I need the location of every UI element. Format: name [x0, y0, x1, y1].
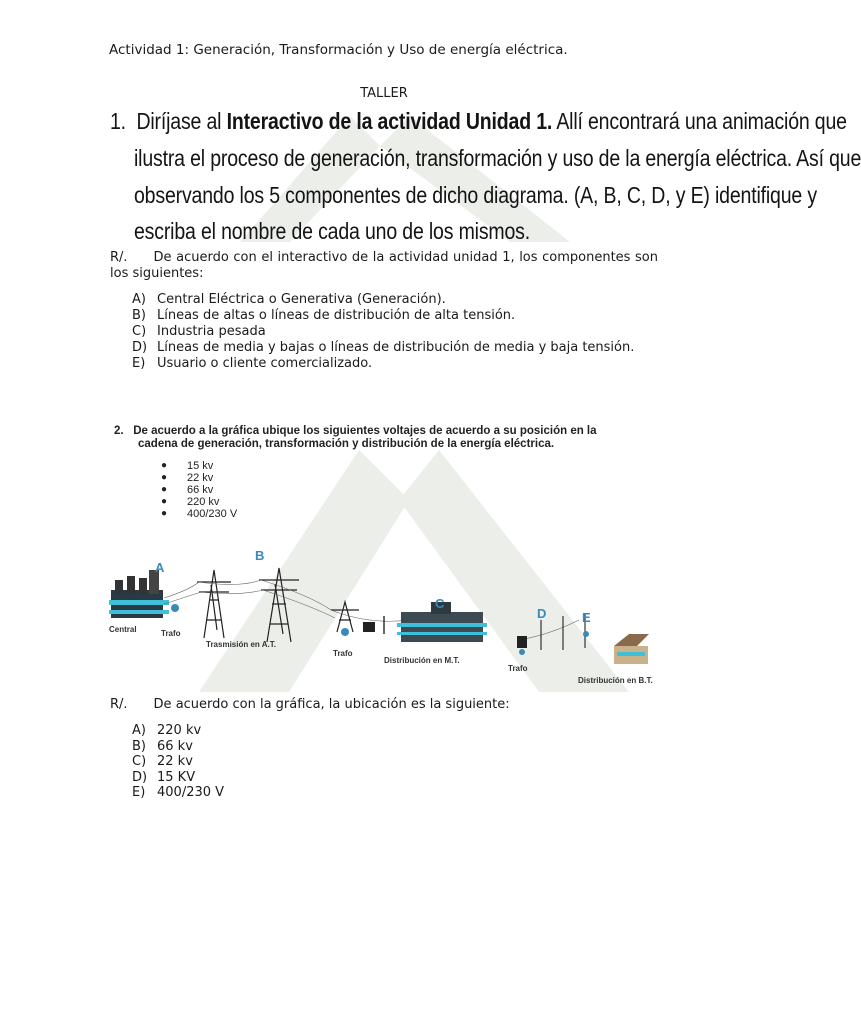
list-item: ● 400/230 V — [161, 508, 238, 520]
voltage-list — [161, 460, 237, 520]
list-item: E) 400/230 V — [132, 785, 225, 800]
list-item: C) 22 kv — [132, 754, 193, 769]
diagram-letter-c: C — [435, 596, 445, 611]
list-item: D) Líneas de media y bajas o líneas de distribución de media y baja tensión. — [132, 340, 635, 355]
answer2-intro: R/. De acuerdo con la gráfica, la ubicación es la siguiente: — [110, 697, 510, 712]
question2-text: 2. De acuerdo a la gráfica ubique los siguientes voltajes de acuerdo a su posición en la cadena de generación, transformación y distribución de la energía eléctrica. — [114, 425, 597, 450]
diagram-letter-d: D — [537, 606, 547, 621]
house-icon — [614, 634, 649, 664]
answer-label: R/. — [110, 697, 128, 712]
label-trasmision: Trasmisión en A.T. — [206, 640, 276, 649]
list-item: ● 220 kv — [161, 496, 220, 508]
list-item: B) 66 kv — [132, 738, 193, 754]
question2-figure — [109, 420, 694, 692]
list-item: C) Industria pesada — [132, 324, 266, 339]
list-item: ● 66 kv — [161, 484, 214, 496]
question1-line1: 1. Diríjase al Interactivo de la actividad Unidad 1. Allí encontrará una animación que — [110, 108, 847, 134]
question1-line3: observando los 5 componentes de dicho diagrama. (A, B, C, D, y E) identifique y — [134, 182, 817, 208]
label-trafo: Trafo — [161, 629, 181, 638]
answer-label: R/. — [110, 250, 128, 265]
diagram-letter-e: E — [582, 610, 591, 625]
answer1-intro: R/. De acuerdo con el interactivo de la actividad unidad 1, los componentes son los siguientes: — [110, 250, 658, 281]
section-heading: TALLER — [360, 86, 408, 101]
label-central: Central — [109, 625, 137, 634]
list-item: ● 22 kv — [161, 472, 214, 484]
label-distribucion-bt: Distribución en B.T. — [578, 676, 653, 685]
label-trafo: Trafo — [333, 649, 353, 658]
list-item: A) Central Eléctrica o Generativa (Generación). — [132, 292, 446, 307]
label-trafo: Trafo — [508, 664, 528, 673]
power-plant-icon — [109, 570, 169, 618]
diagram-letter-a: A — [155, 560, 165, 575]
answer2-list — [132, 723, 224, 801]
answer1-list — [132, 292, 657, 372]
list-item: D) 15 KV — [132, 769, 196, 785]
trafo-icon — [171, 604, 179, 612]
list-item: E) Usuario o cliente comercializado. — [132, 356, 373, 371]
list-item: A) 220 kv — [132, 723, 202, 738]
question1-line2: ilustra el proceso de generación, transformación y uso de la energía eléctrica. Así que — [134, 145, 861, 171]
list-item: B) Líneas de altas o líneas de distribución de alta tensión. — [132, 308, 516, 323]
question1-image — [110, 106, 861, 244]
list-item: ● 15 kv — [161, 460, 214, 472]
diagram-letter-b: B — [255, 548, 265, 563]
question1-line4: escriba el nombre de cada uno de los mismos. — [134, 218, 531, 244]
page-title: Actividad 1: Generación, Transformación y Uso de energía eléctrica. — [109, 42, 568, 58]
label-distribucion-mt: Distribución en M.T. — [384, 656, 460, 665]
